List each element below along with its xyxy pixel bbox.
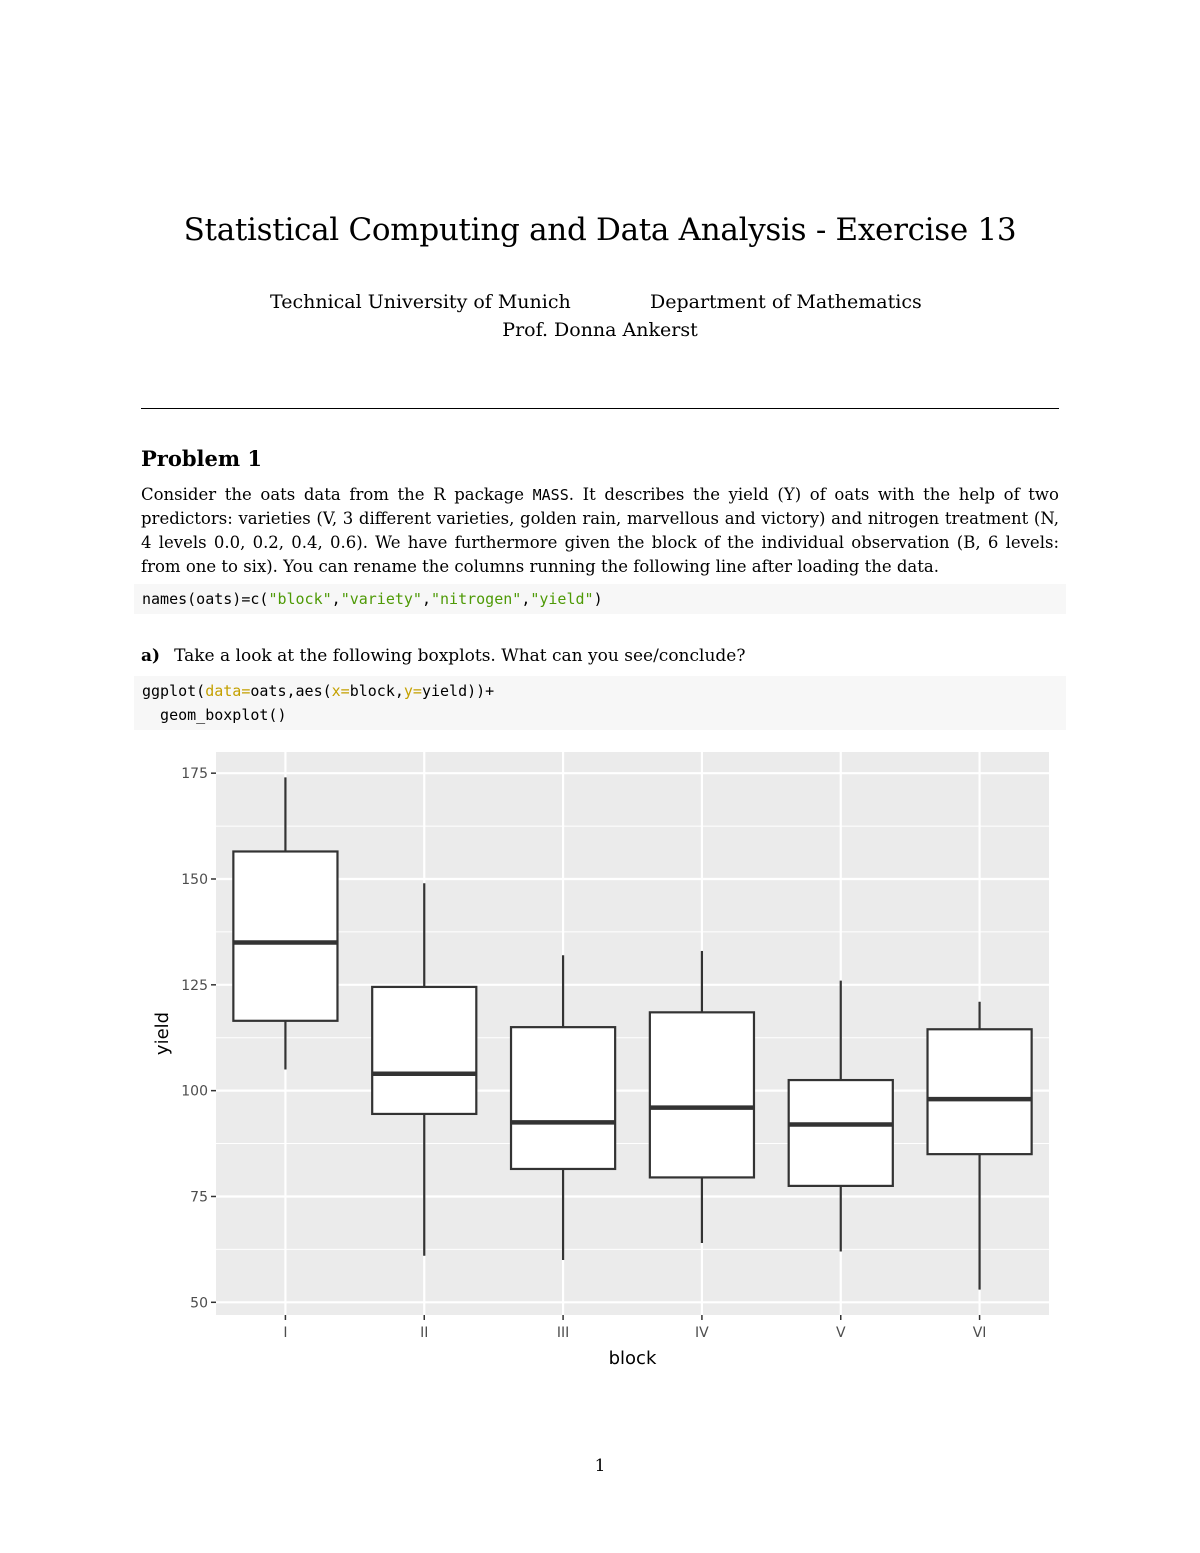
x-axis-title: block (608, 1348, 657, 1369)
box-V (789, 1080, 893, 1186)
box-III (511, 1027, 615, 1169)
box-I (233, 851, 337, 1020)
box-VI (928, 1029, 1032, 1154)
x-tick-label: III (556, 1325, 570, 1341)
problem-text-2: . It describes the yield (Y) of oats with the help of two predictors: varieties (V, 3 different varieties, golden rain, marvellous and victory) and nitrogen treatment (N, 4 levels 0.0, 0.2, 0.4, 0.6). We have furthermore given the block of the individual observation (B, 6 levels: from one to six). You can rename the columns running the following line after loading the data. (141, 485, 1059, 576)
problem-description (141, 483, 1059, 579)
box-IV (650, 1012, 754, 1177)
code-block-ggplot: ggplot(data=oats,aes(x=block,y=yield))+ geom_boxplot() (134, 676, 1066, 730)
y-tick-label: 75 (190, 1189, 208, 1206)
department-name: Department of Mathematics (650, 291, 922, 313)
y-axis-title: yield (152, 1011, 173, 1056)
professor-name: Prof. Donna Ankerst (502, 319, 698, 341)
university-name: Technical University of Munich (270, 291, 571, 313)
y-tick-label: 125 (181, 977, 208, 994)
x-tick-label: VI (972, 1325, 987, 1341)
part-a-question (141, 646, 745, 666)
plot-panel (216, 752, 1049, 1315)
part-a-text: Take a look at the following boxplots. What can you see/conclude? (174, 646, 746, 666)
code-block-rename: names(oats)=c("block","variety","nitrogen","yield") (134, 584, 1066, 614)
x-tick-label: I (283, 1325, 288, 1341)
package-name: MASS (532, 486, 569, 504)
box-II (372, 987, 476, 1114)
y-tick-label: 175 (181, 766, 208, 783)
problem-heading: Problem 1 (141, 446, 263, 471)
x-tick-label: V (835, 1325, 846, 1341)
boxplot-chart (140, 745, 1060, 1385)
y-tick-label: 100 (181, 1083, 208, 1100)
problem-text-1: Consider the oats data from the R package (141, 485, 533, 504)
x-tick-label: IV (695, 1325, 709, 1341)
page-number: 1 (594, 1456, 606, 1476)
y-tick-label: 150 (181, 871, 208, 888)
part-a-label: a) (141, 646, 161, 666)
document-title: Statistical Computing and Data Analysis - Exercise 13 (183, 212, 1017, 248)
y-tick-label: 50 (190, 1295, 208, 1312)
horizontal-rule (141, 408, 1059, 409)
x-tick-label: II (420, 1325, 429, 1341)
